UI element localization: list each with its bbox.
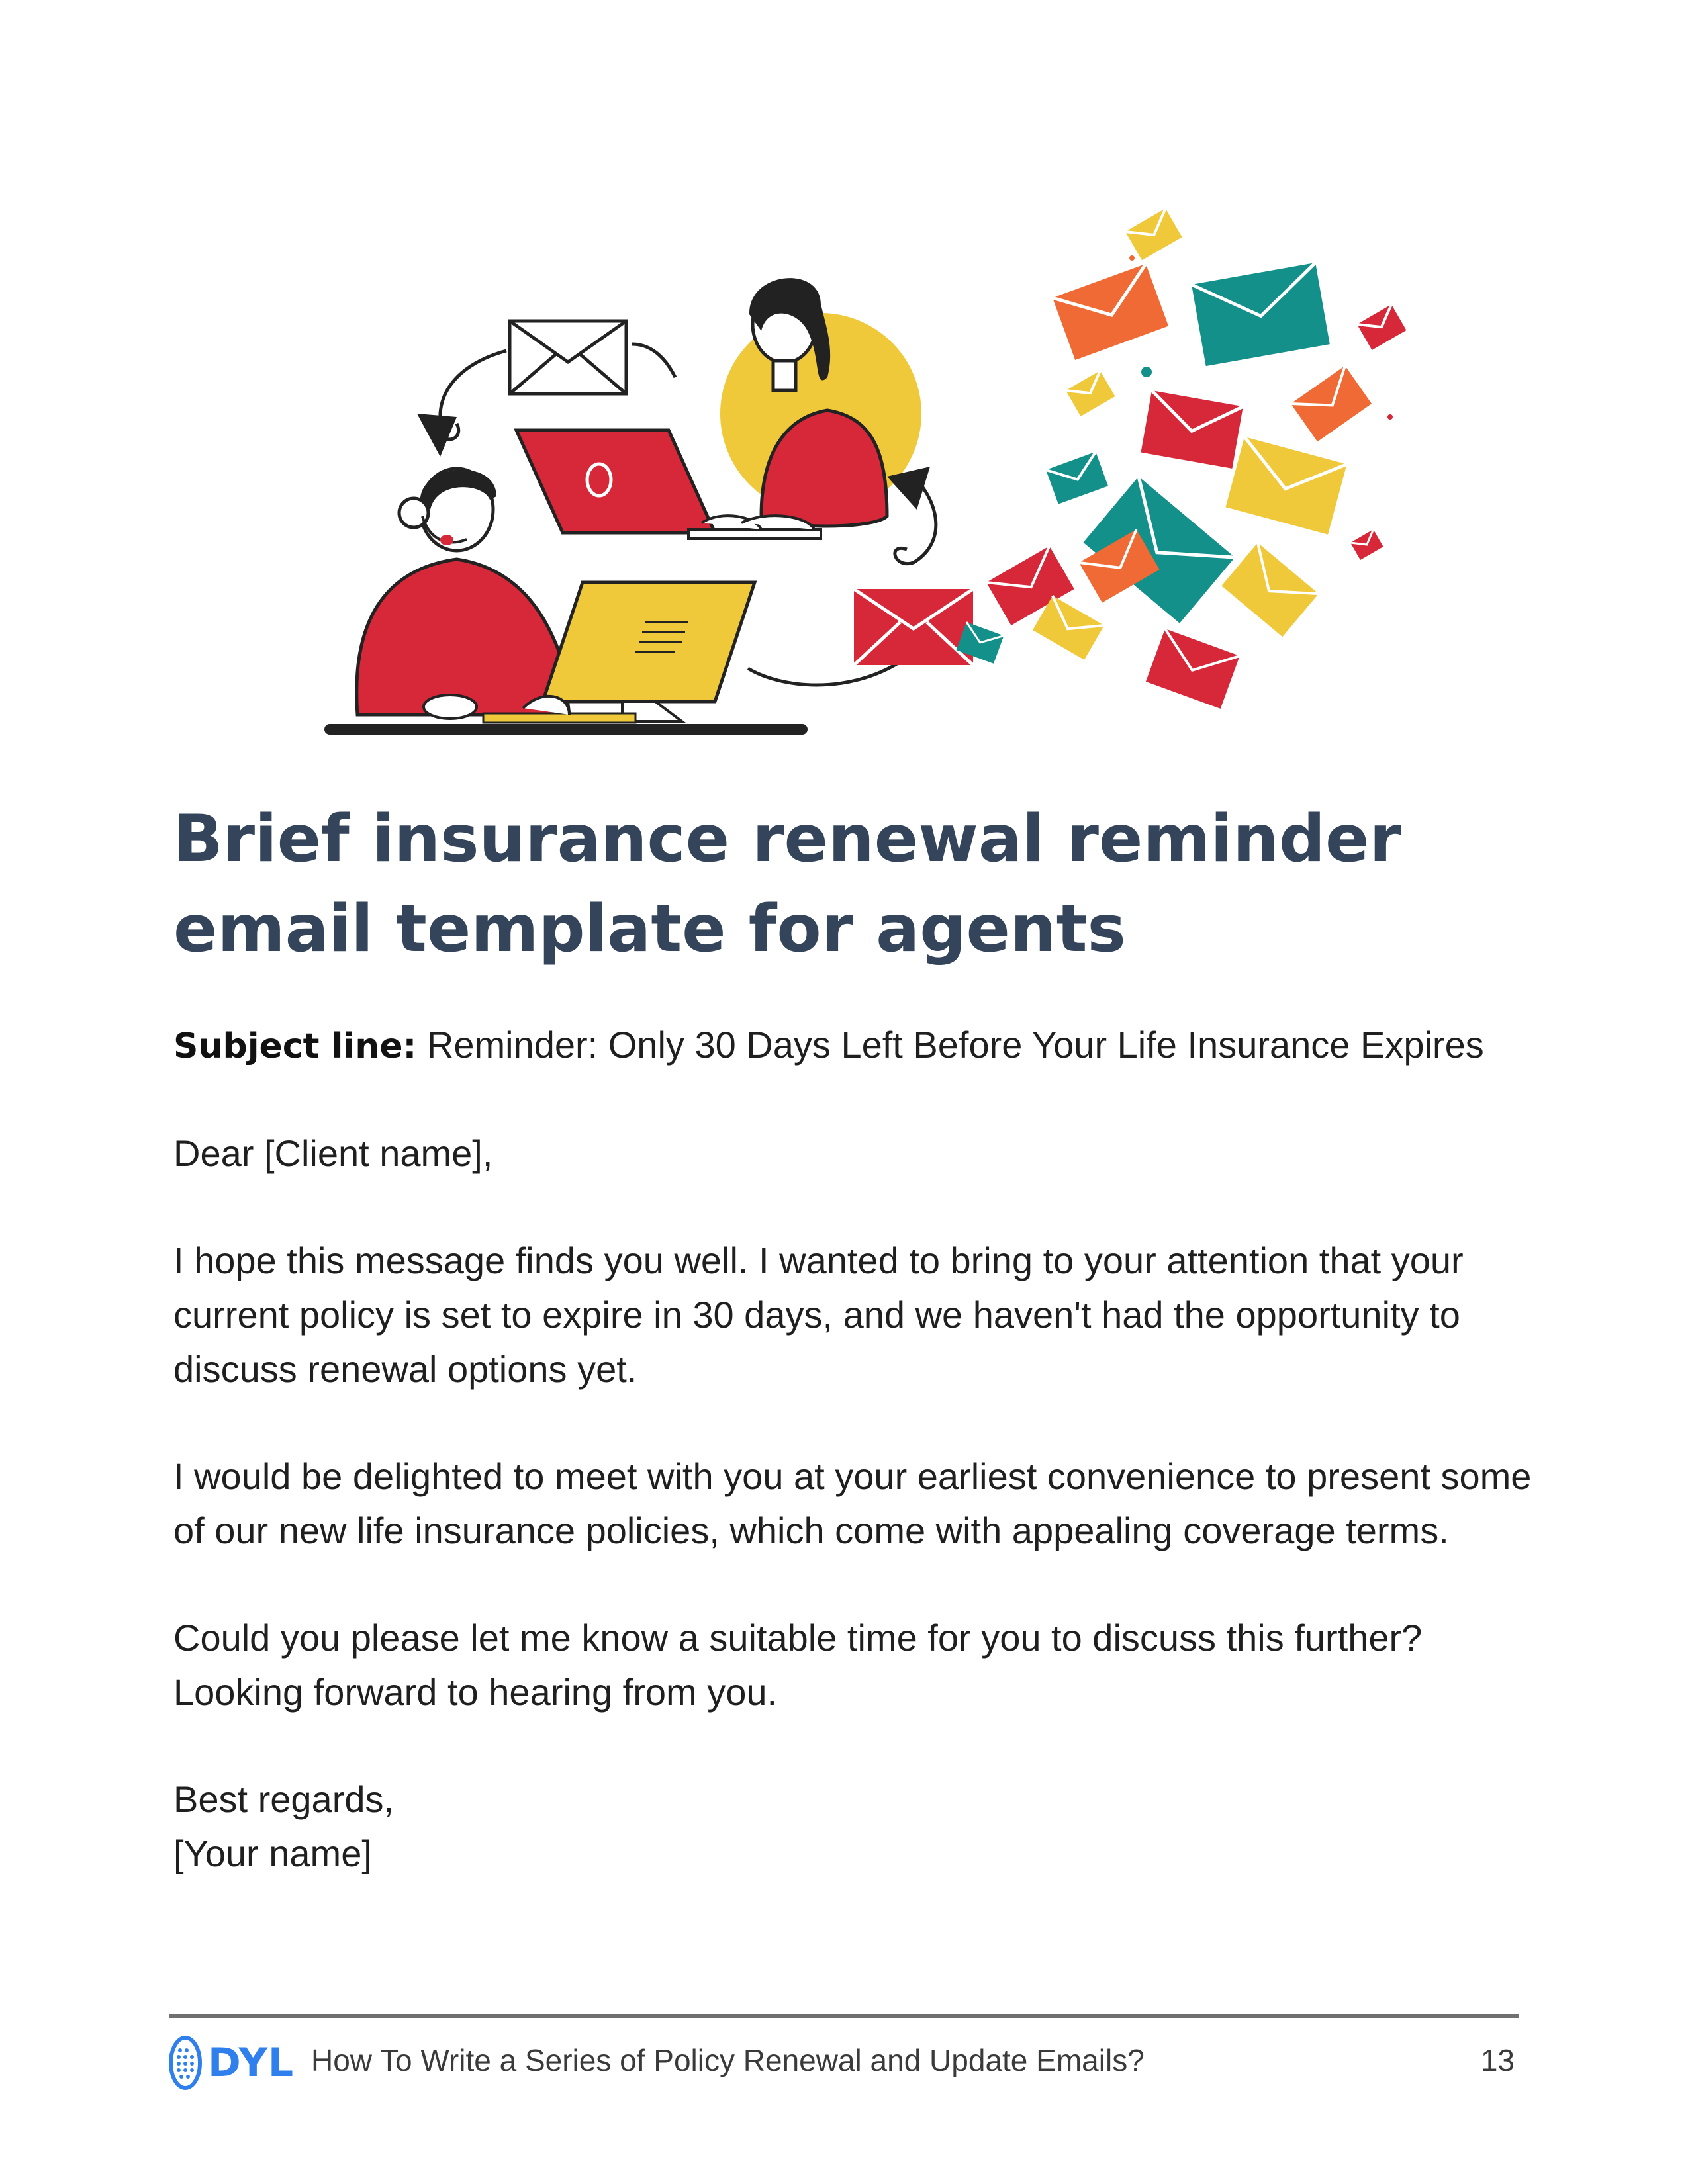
paragraph: I would be delighted to meet with you at your earliest convenience to present some of our new life insurance policies, which come with appealing coverage terms. — [173, 1455, 1532, 1551]
signature: [Your name] — [173, 1833, 372, 1874]
footer-doc-title: How To Write a Series of Policy Renewal and Update Emails? — [311, 2043, 1145, 2077]
footer-divider — [169, 2014, 1519, 2018]
logo-text: DYL — [208, 2040, 295, 2086]
greeting: Dear [Client name], — [173, 1132, 493, 1174]
phone-grid-icon — [167, 2034, 204, 2091]
outline-envelope-icon — [510, 321, 626, 394]
red-envelope-icon — [854, 589, 973, 665]
hero-illustration — [305, 199, 1443, 754]
subject-text: Reminder: Only 30 Days Left Before Your Life Insurance Expires — [416, 1024, 1484, 1066]
desk — [324, 724, 808, 735]
subject-line — [173, 1018, 1537, 1073]
closing: Best regards, — [173, 1778, 395, 1820]
email-template-body — [173, 1018, 1537, 1881]
dyl-logo — [167, 2033, 294, 2093]
man-figure — [357, 469, 569, 719]
flying-envelopes — [957, 208, 1407, 709]
page-title: Brief insurance renewal reminder email template for agents — [173, 801, 1401, 967]
paragraph: I hope this message finds you well. I wanted to bring to your attention that your current policy is set to expire in 30 days, and we haven't had the opportunity to discuss renewal options yet. — [173, 1240, 1464, 1390]
subject-label: Subject line: — [173, 1026, 417, 1066]
paragraph: Could you please let me know a suitable time for you to discuss this further? Looking forward to hearing from you. — [173, 1617, 1423, 1713]
page-number: 13 — [1480, 2043, 1515, 2077]
